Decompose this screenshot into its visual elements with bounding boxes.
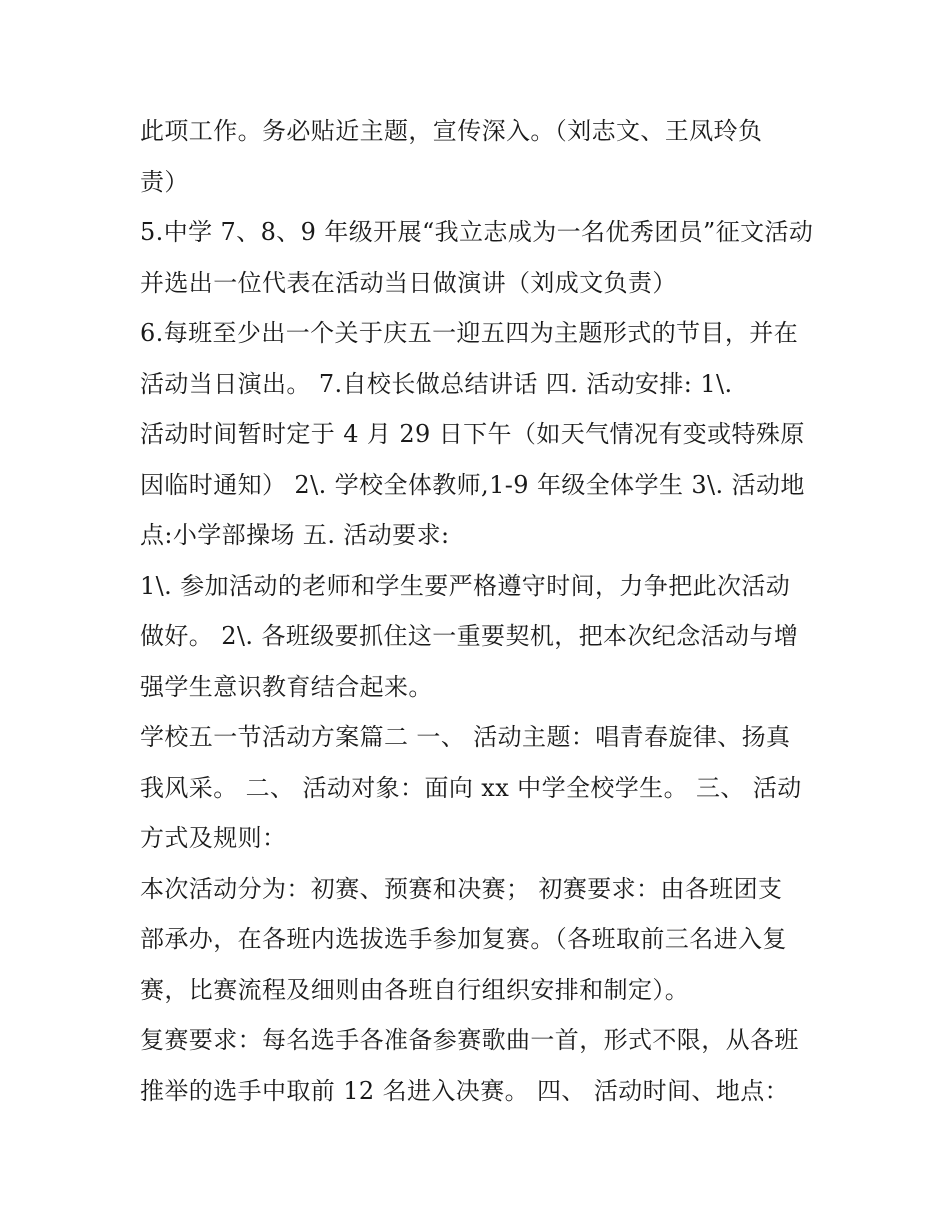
text-line: 6.每班至少出一个关于庆五一迎五四为主题形式的节目，并在 <box>140 319 799 347</box>
text-line: 我风采。 二、 活动对象：面向 xx 中学全校学生。 三、 活动 <box>140 773 802 802</box>
text-line: 本次活动分为：初赛、预赛和决赛； 初赛要求：由各班团支 <box>140 874 783 903</box>
text-line: 方式及规则： <box>140 824 287 852</box>
text-line: 复赛要求：每名选手各准备参赛歌曲一首，形式不限，从各班 <box>140 1026 799 1054</box>
text-line: 学校五一节活动方案篇二 一、 活动主题：唱青春旋律、扬真 <box>140 723 791 751</box>
document-body <box>140 106 820 1116</box>
text-line: 责） <box>140 167 189 196</box>
text-line: 5.中学 7、8、9 年级开展“我立志成为一名优秀团员”征文活动 <box>140 218 814 246</box>
text-line: 点:小学部操场 五. 活动要求: <box>140 521 450 549</box>
text-line: 部承办，在各班内选拔选手参加复赛。（各班取前三名进入复 <box>140 925 787 953</box>
text-line: 做好。 2\. 各班级要抓住这一重要契机，把本次纪念活动与增 <box>140 622 799 650</box>
text-line: 推举的选手中取前 12 名进入决赛。 四、 活动时间、地点： <box>140 1076 790 1105</box>
text-line: 因临时通知） 2\. 学校全体教师,1-9 年级全体学生 3\. 活动地 <box>140 470 805 499</box>
text-line: 赛，比赛流程及细则由各班自行组织安排和制定）。 <box>140 975 690 1004</box>
text-line: 活动当日演出。 7.自校长做总结讲话 四. 活动安排: 1\. <box>140 369 733 398</box>
text-line: 强学生意识教育结合起来。 <box>140 672 433 701</box>
text-line: 1\. 参加活动的老师和学生要严格遵守时间，力争把此次活动 <box>140 571 791 600</box>
text-line: 活动时间暂时定于 4 月 29 日下午（如天气情况有变或特殊原 <box>140 420 805 448</box>
text-line: 此项工作。务必贴近主题，宣传深入。（刘志文、王凤玲负 <box>140 117 763 145</box>
text-line: 并选出一位代表在活动当日做演讲（刘成文负责） <box>140 268 677 297</box>
